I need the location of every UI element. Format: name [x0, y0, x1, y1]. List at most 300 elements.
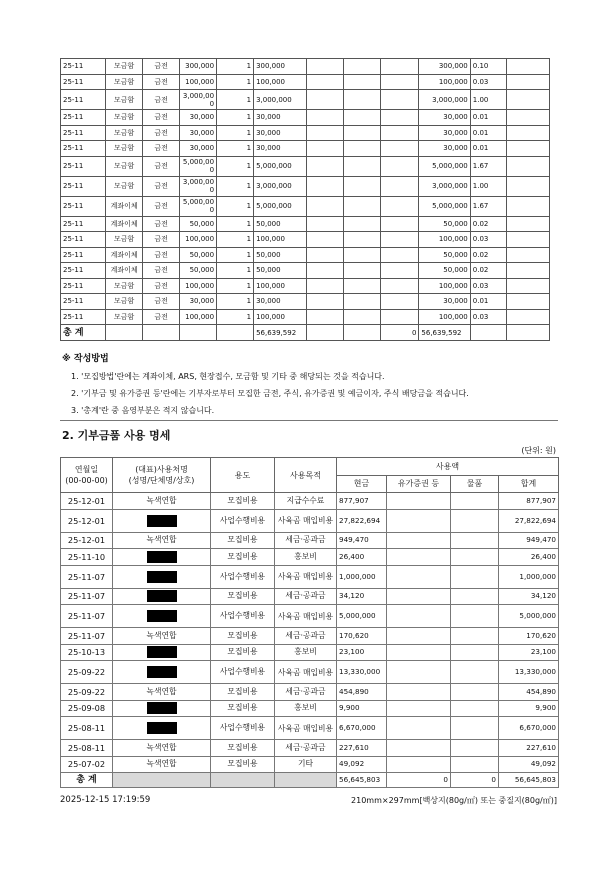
cell-securities — [387, 717, 451, 740]
cell-sum: 30,000 — [419, 294, 470, 310]
cell-type: 금전 — [143, 278, 180, 294]
cell-unit-amount: 300,000 — [180, 59, 217, 75]
cell-type: 금전 — [143, 74, 180, 90]
total-row — [61, 325, 550, 341]
table-row — [61, 588, 559, 605]
total-sum: 56,639,592 — [419, 325, 470, 341]
cell-unit-amount: 100,000 — [180, 309, 217, 325]
cell-purpose: 모집비용 — [211, 756, 275, 773]
cell-empty — [344, 294, 381, 310]
cell-ratio: 0.01 — [470, 294, 506, 310]
cell-empty — [381, 141, 419, 157]
cell-purpose: 모집비용 — [211, 588, 275, 605]
cell-goal: 기타 — [275, 756, 337, 773]
cell-goal: 세금·공과금 — [275, 588, 337, 605]
cell-purpose: 모집비용 — [211, 684, 275, 701]
cell-ratio: 0.02 — [470, 247, 506, 263]
cell-securities — [387, 661, 451, 684]
cell-goods — [451, 565, 499, 588]
cell-user: 녹색연합 — [113, 628, 211, 645]
cell-unit-amount: 50,000 — [180, 247, 217, 263]
cell-user: 녹색연합 — [113, 756, 211, 773]
cell-empty — [506, 90, 549, 110]
cell-sum: 49,092 — [499, 756, 559, 773]
cell-empty — [307, 309, 344, 325]
cell-type: 금전 — [143, 125, 180, 141]
table-row — [61, 125, 550, 141]
cell-month: 25-11 — [61, 156, 106, 176]
writing-guide-item: 3. '총계'란 중 음영부분은 적지 않습니다. — [71, 406, 215, 415]
cell-goods — [451, 605, 499, 628]
cell-empty — [344, 309, 381, 325]
cell-type: 금전 — [143, 176, 180, 196]
cell-type: 금전 — [143, 294, 180, 310]
cell-ratio: 0.03 — [470, 309, 506, 325]
table-row — [61, 493, 559, 510]
cell-empty — [344, 232, 381, 248]
cell-empty — [344, 278, 381, 294]
shaded-cell — [217, 325, 254, 341]
cell-cash: 13,330,000 — [337, 661, 387, 684]
cell-empty — [381, 294, 419, 310]
unit-label: (단위: 원) — [521, 446, 556, 455]
cell-sum: 30,000 — [419, 141, 470, 157]
cell-empty — [381, 309, 419, 325]
cell-empty — [381, 232, 419, 248]
cell-cash: 49,092 — [337, 756, 387, 773]
cell-user — [113, 588, 211, 605]
total-sum: 56,645,803 — [499, 773, 559, 788]
cell-sum: 100,000 — [419, 309, 470, 325]
cell-empty — [506, 232, 549, 248]
cell-purpose: 사업수행비용 — [211, 661, 275, 684]
cell-type: 금전 — [143, 309, 180, 325]
cell-user — [113, 565, 211, 588]
cell-month: 25-11 — [61, 294, 106, 310]
cell-type: 금전 — [143, 141, 180, 157]
cell-count: 1 — [217, 125, 254, 141]
cell-count: 1 — [217, 196, 254, 216]
cell-cash: 34,120 — [337, 588, 387, 605]
cell-unit-amount: 3,000,000 — [180, 176, 217, 196]
cell-goal: 홍보비 — [275, 700, 337, 717]
cell-goods — [451, 628, 499, 645]
section-divider — [60, 420, 558, 421]
cell-total: 5,000,000 — [254, 156, 307, 176]
cell-securities — [387, 493, 451, 510]
cell-unit-amount: 3,000,000 — [180, 90, 217, 110]
cell-empty — [381, 247, 419, 263]
table-row — [61, 309, 550, 325]
cell-empty — [307, 90, 344, 110]
cell-month: 25-11 — [61, 263, 106, 279]
cell-empty — [506, 141, 549, 157]
cell-empty — [344, 125, 381, 141]
cell-cash: 6,670,000 — [337, 717, 387, 740]
cell-empty — [381, 156, 419, 176]
cell-securities — [387, 532, 451, 549]
cell-goal: 홍보비 — [275, 644, 337, 661]
cell-date: 25-09-08 — [61, 700, 113, 717]
redacted-name — [147, 515, 177, 527]
paper-spec: 210mm×297mm[백상지(80g/㎡) 또는 중질지(80g/㎡)] — [351, 796, 557, 805]
cell-purpose: 사업수행비용 — [211, 605, 275, 628]
cell-purpose: 모집비용 — [211, 549, 275, 566]
cell-goal: 사육곰 매입비용 — [275, 605, 337, 628]
cell-type: 금전 — [143, 247, 180, 263]
cell-total: 30,000 — [254, 141, 307, 157]
table-row — [61, 156, 550, 176]
cell-month: 25-11 — [61, 59, 106, 75]
cell-method: 모금함 — [106, 59, 143, 75]
cell-date: 25-08-11 — [61, 740, 113, 757]
cell-securities — [387, 700, 451, 717]
cell-empty — [344, 141, 381, 157]
cell-sum: 50,000 — [419, 216, 470, 232]
table-row — [61, 605, 559, 628]
cell-method: 모금함 — [106, 141, 143, 157]
cell-type: 금전 — [143, 216, 180, 232]
cell-sum: 227,610 — [499, 740, 559, 757]
cell-empty — [307, 196, 344, 216]
cell-count: 1 — [217, 74, 254, 90]
cell-method: 계좌이체 — [106, 216, 143, 232]
cell-sum: 26,400 — [499, 549, 559, 566]
cell-empty — [381, 263, 419, 279]
cell-goods — [451, 644, 499, 661]
total-label: 총 계 — [61, 325, 106, 341]
cell-empty — [506, 110, 549, 126]
header-cash: 현금 — [337, 475, 387, 493]
cell-ratio: 0.01 — [470, 141, 506, 157]
table-row — [61, 549, 559, 566]
cell-securities — [387, 644, 451, 661]
cell-type: 금전 — [143, 110, 180, 126]
cell-empty — [307, 125, 344, 141]
cell-total: 30,000 — [254, 110, 307, 126]
cell-method: 계좌이체 — [106, 263, 143, 279]
cell-goal: 세금·공과금 — [275, 740, 337, 757]
header-goal: 사용목적 — [275, 458, 337, 493]
cell-count: 1 — [217, 294, 254, 310]
cell-sum: 34,120 — [499, 588, 559, 605]
cell-total: 50,000 — [254, 247, 307, 263]
cell-empty — [506, 309, 549, 325]
cell-user — [113, 700, 211, 717]
total-amount: 56,639,592 — [254, 325, 307, 341]
cell-method: 모금함 — [106, 176, 143, 196]
cell-empty — [307, 176, 344, 196]
cell-purpose: 모집비용 — [211, 532, 275, 549]
cell-ratio: 0.01 — [470, 110, 506, 126]
cell-empty — [344, 59, 381, 75]
cell-goal: 세금·공과금 — [275, 532, 337, 549]
cell-empty — [344, 156, 381, 176]
cell-unit-amount: 30,000 — [180, 125, 217, 141]
cell-count: 1 — [217, 216, 254, 232]
cell-empty — [344, 176, 381, 196]
cell-sum: 1,000,000 — [499, 565, 559, 588]
cell-empty — [307, 110, 344, 126]
cell-type: 금전 — [143, 156, 180, 176]
cell-sum: 170,620 — [499, 628, 559, 645]
cell-count: 1 — [217, 59, 254, 75]
table-row — [61, 232, 550, 248]
cell-sum: 3,000,000 — [419, 176, 470, 196]
cell-date: 25-07-02 — [61, 756, 113, 773]
total-securities: 0 — [381, 325, 419, 341]
cell-method: 모금함 — [106, 74, 143, 90]
cell-empty — [344, 74, 381, 90]
cell-goal: 세금·공과금 — [275, 628, 337, 645]
cell-cash: 227,610 — [337, 740, 387, 757]
cell-empty — [307, 59, 344, 75]
cell-securities — [387, 509, 451, 532]
table-row — [61, 196, 550, 216]
cell-goods — [451, 532, 499, 549]
cell-goods — [451, 756, 499, 773]
cell-empty — [506, 125, 549, 141]
cell-type: 금전 — [143, 263, 180, 279]
cell-purpose: 사업수행비용 — [211, 717, 275, 740]
total-cash: 56,645,803 — [337, 773, 387, 788]
cell-date: 25-09-22 — [61, 684, 113, 701]
cell-goal: 세금·공과금 — [275, 684, 337, 701]
donation-usage-table — [60, 457, 559, 788]
cell-count: 1 — [217, 232, 254, 248]
cell-sum: 5,000,000 — [419, 156, 470, 176]
cell-user: 녹색연합 — [113, 684, 211, 701]
cell-method: 모금함 — [106, 232, 143, 248]
cell-empty — [506, 263, 549, 279]
table-row — [61, 644, 559, 661]
cell-unit-amount: 5,000,000 — [180, 196, 217, 216]
cell-empty — [344, 263, 381, 279]
cell-cash: 5,000,000 — [337, 605, 387, 628]
cell-month: 25-11 — [61, 74, 106, 90]
section-title: 2. 기부금품 사용 명세 — [62, 429, 171, 442]
cell-empty — [381, 59, 419, 75]
cell-cash: 27,822,694 — [337, 509, 387, 532]
cell-sum: 454,890 — [499, 684, 559, 701]
cell-empty — [506, 176, 549, 196]
cell-sum: 949,470 — [499, 532, 559, 549]
cell-securities — [387, 684, 451, 701]
table-row — [61, 294, 550, 310]
cell-date: 25-11-07 — [61, 628, 113, 645]
total-label: 총 계 — [61, 773, 113, 788]
cell-sum: 6,670,000 — [499, 717, 559, 740]
cell-user — [113, 717, 211, 740]
cell-cash: 877,907 — [337, 493, 387, 510]
cell-ratio: 0.03 — [470, 232, 506, 248]
table-row — [61, 216, 550, 232]
table-row — [61, 59, 550, 75]
cell-securities — [387, 628, 451, 645]
cell-type: 금전 — [143, 232, 180, 248]
cell-month: 25-11 — [61, 176, 106, 196]
cell-method: 모금함 — [106, 110, 143, 126]
cell-goal: 사육곰 매입비용 — [275, 509, 337, 532]
table-row — [61, 110, 550, 126]
cell-type: 금전 — [143, 196, 180, 216]
cell-ratio: 0.03 — [470, 278, 506, 294]
cell-purpose: 모집비용 — [211, 740, 275, 757]
cell-method: 모금함 — [106, 278, 143, 294]
cell-sum: 877,907 — [499, 493, 559, 510]
cell-unit-amount: 30,000 — [180, 141, 217, 157]
cell-ratio: 0.01 — [470, 125, 506, 141]
redacted-name — [147, 646, 177, 658]
shaded-cell — [106, 325, 143, 341]
shaded-cell — [143, 325, 180, 341]
cell-empty — [307, 232, 344, 248]
table-row — [61, 141, 550, 157]
cell-method: 모금함 — [106, 294, 143, 310]
cell-cash: 170,620 — [337, 628, 387, 645]
cell-unit-amount: 100,000 — [180, 74, 217, 90]
total-goods: 0 — [451, 773, 499, 788]
cell-cash: 1,000,000 — [337, 565, 387, 588]
cell-purpose: 사업수행비용 — [211, 565, 275, 588]
cell-count: 1 — [217, 278, 254, 294]
cell-cash: 26,400 — [337, 549, 387, 566]
cell-count: 1 — [217, 141, 254, 157]
cell-goods — [451, 717, 499, 740]
cell-method: 계좌이체 — [106, 247, 143, 263]
cell-total: 30,000 — [254, 125, 307, 141]
cell-ratio: 0.02 — [470, 263, 506, 279]
cell-month: 25-11 — [61, 110, 106, 126]
header-sum: 합계 — [499, 475, 559, 493]
cell-month: 25-11 — [61, 141, 106, 157]
cell-empty — [506, 278, 549, 294]
cell-date: 25-12-01 — [61, 532, 113, 549]
writing-guide-item: 2. '기부금 및 유가증권 등'란에는 기부자로부터 모집한 금전, 주식, 유가증권 및 예금이자, 주식 배당금을 적습니다. — [71, 389, 469, 398]
table-row — [61, 684, 559, 701]
cell-month: 25-11 — [61, 309, 106, 325]
cell-goal: 사육곰 매입비용 — [275, 661, 337, 684]
cell-total: 5,000,000 — [254, 196, 307, 216]
cell-user: 녹색연합 — [113, 532, 211, 549]
cell-empty — [307, 216, 344, 232]
cell-total: 100,000 — [254, 278, 307, 294]
cell-securities — [387, 756, 451, 773]
cell-count: 1 — [217, 110, 254, 126]
shaded-cell — [275, 773, 337, 788]
cell-sum: 300,000 — [419, 59, 470, 75]
cell-empty — [307, 247, 344, 263]
cell-sum: 100,000 — [419, 232, 470, 248]
table-row — [61, 176, 550, 196]
cell-count: 1 — [217, 263, 254, 279]
cell-empty — [506, 294, 549, 310]
cell-sum: 27,822,694 — [499, 509, 559, 532]
writing-guide-item: 1. '모집방법'란에는 계좌이체, ARS, 현장접수, 모금함 및 기타 중 해당되는 것을 적습니다. — [71, 372, 385, 381]
header-securities: 유가증권 등 — [387, 475, 451, 493]
cell-empty — [381, 110, 419, 126]
shaded-cell — [180, 325, 217, 341]
cell-date: 25-12-01 — [61, 509, 113, 532]
cell-empty — [307, 74, 344, 90]
cell-ratio: 0.02 — [470, 216, 506, 232]
table-row — [61, 532, 559, 549]
table-row — [61, 74, 550, 90]
cell-sum: 30,000 — [419, 110, 470, 126]
cell-empty — [307, 141, 344, 157]
writing-guide-heading: ※ 작성방법 — [62, 354, 109, 364]
cell-sum: 13,330,000 — [499, 661, 559, 684]
redacted-name — [147, 590, 177, 602]
cell-securities — [387, 605, 451, 628]
cell-empty — [506, 216, 549, 232]
cell-count: 1 — [217, 176, 254, 196]
table-row — [61, 565, 559, 588]
cell-cash: 9,900 — [337, 700, 387, 717]
cell-user — [113, 605, 211, 628]
cell-type: 금전 — [143, 59, 180, 75]
shaded-cell — [211, 773, 275, 788]
cell-goal: 지급수수료 — [275, 493, 337, 510]
cell-empty — [344, 110, 381, 126]
cell-empty — [506, 59, 549, 75]
cell-sum: 100,000 — [419, 74, 470, 90]
cell-sum: 100,000 — [419, 278, 470, 294]
shaded-cell — [113, 773, 211, 788]
cell-user — [113, 661, 211, 684]
cell-empty — [381, 196, 419, 216]
table-row — [61, 756, 559, 773]
cell-empty — [344, 216, 381, 232]
cell-securities — [387, 565, 451, 588]
header-amount: 사용액 — [337, 458, 559, 476]
cell-empty — [506, 196, 549, 216]
cell-user — [113, 509, 211, 532]
writing-guide — [62, 351, 469, 419]
redacted-name — [147, 722, 177, 734]
cell-user — [113, 644, 211, 661]
cell-method: 모금함 — [106, 309, 143, 325]
cell-cash: 949,470 — [337, 532, 387, 549]
cell-empty — [381, 216, 419, 232]
cell-total: 100,000 — [254, 309, 307, 325]
table-row — [61, 700, 559, 717]
cell-sum: 3,000,000 — [419, 90, 470, 110]
header-goods: 물품 — [451, 475, 499, 493]
cell-date: 25-12-01 — [61, 493, 113, 510]
print-timestamp: 2025-12-15 17:19:59 — [60, 795, 151, 805]
cell-date: 25-09-22 — [61, 661, 113, 684]
header-date: 연월일 (00-00-00) — [61, 458, 113, 493]
shaded-cell — [470, 325, 506, 341]
cell-securities — [387, 588, 451, 605]
cell-month: 25-11 — [61, 216, 106, 232]
cell-empty — [344, 90, 381, 110]
cell-empty — [506, 156, 549, 176]
cell-goods — [451, 740, 499, 757]
cell-unit-amount: 30,000 — [180, 294, 217, 310]
cell-goods — [451, 684, 499, 701]
cell-cash: 454,890 — [337, 684, 387, 701]
cell-cash: 23,100 — [337, 644, 387, 661]
cell-unit-amount: 30,000 — [180, 110, 217, 126]
cell-unit-amount: 100,000 — [180, 278, 217, 294]
cell-date: 25-10-13 — [61, 644, 113, 661]
cell-empty — [381, 90, 419, 110]
cell-goods — [451, 493, 499, 510]
table-row — [61, 247, 550, 263]
shaded-cell — [506, 325, 549, 341]
